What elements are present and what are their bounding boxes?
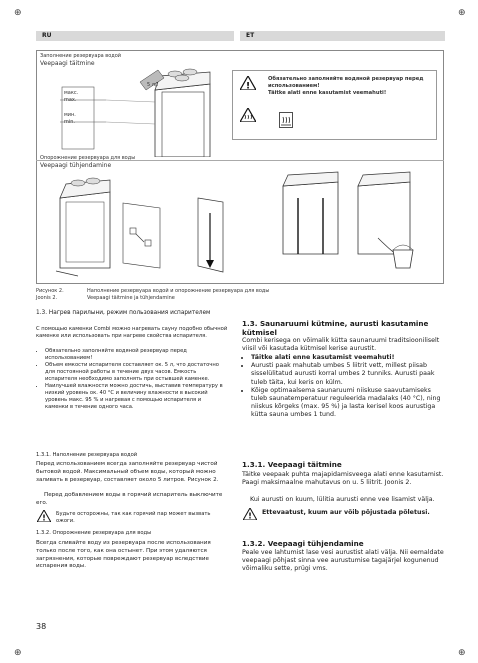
et-paragraph-1: Combi kerisega on võimalik kütta saunaruumi traditsiooniliselt viisil või kasutada kütmisel kerise aurustit.: [242, 337, 440, 353]
hot-steam-icon: [279, 112, 293, 128]
ru-paragraph-3: Перед добавлением воды в горячий испаритель выключите его.: [36, 492, 223, 506]
lang-tab-ru: [36, 31, 234, 41]
ru-paragraph-1: С помощью каменки Combi можно нагревать сауну подобно обычной каменке или использовать при нагреве свойства испарителя.: [36, 326, 228, 339]
caption-text-et: Veepaagi täitmine ja tühjendamine: [87, 295, 175, 301]
heater-drain-illustration: [48, 168, 438, 280]
volume-label: 5 л/l: [147, 82, 159, 88]
registration-mark-bottom-right: ⊕: [458, 648, 466, 658]
figure2-title-et: Veepaagi tühjendamine: [40, 162, 112, 169]
et-paragraph-4: Peale vee lahtumist lase vesi aurustist alati välja. Nii eemaldate veepaagi põhjast sinna vee aurustumise tagajärjel kogunenud võimaliku sette, prügi vms.: [242, 549, 444, 573]
ru-warning-icon: [37, 510, 51, 522]
figure1-title-et: Veepaagi täitmine: [40, 60, 95, 67]
et-paragraph-3: Kui aurusti on kuum, lülitia aurusti enne vee lisamist välja.: [250, 496, 435, 503]
ru-heading-1-3-1: 1.3.1. Наполнение резервуара водой: [36, 452, 138, 458]
figure-caption: [36, 288, 269, 302]
caption-num-et: Joonis 2.: [36, 295, 58, 301]
ru-heading-1-3-2: 1.3.2. Опорожнение резервуара для воды: [36, 530, 152, 536]
ru-bullet-2: • Объем емкости испарителя составляет ок. 5 л, что достаточно для постоянной работы в течение двух часов. Емкость испарителя необходимо заполнять при остывшей каменке.: [45, 362, 226, 383]
et-paragraph-2: Täitke veepaak puhta majapidamisveega alati enne kasutamist. Paagi maksimaalne mahutavus on u. 5 liitrit. Joonis 2.: [242, 471, 444, 487]
ru-bullet-1: • Обязательно заполняйте водяной резервуар перед использованием!: [45, 348, 226, 362]
ru-paragraph-2: Перед использованием всегда заполняйте резервуар чистой бытовой водой. Максимальный объем воды, который можно заливать в резервуар, составляет около 5 литров. Рисунок 2.: [36, 461, 219, 483]
et-bullet-2: • Aurusti paak mahutab umbes 5 liitrit vett, millest piisab sisselülitatud aurusti korral umbes 2 tunniks. Aurusti paak tuleb täita, kui keris on külm.: [251, 362, 446, 387]
figure-warning-et: Täitke alati enne kasutamist veemahuti!: [268, 90, 387, 96]
et-bullet-1: • Täitke alati enne kasutamist veemahuti!: [251, 354, 446, 362]
min-label: [64, 112, 76, 126]
registration-mark-top-right: ⊕: [458, 8, 466, 18]
et-bullet-3: • Kõige optimaalsema saunaruumi niiskuse saavutamiseks tuleb saunatemperatuur reguleerida madalaks (40 °C), ning niiskus kõrgeks (max. 95 %) ja lasta kerisel koos aurustiga kütta sauna umbes 1 tund.: [251, 387, 446, 420]
hot-surface-icon: [240, 108, 256, 122]
ru-paragraph-4: Всегда сливайте воду из резервуара после использования только после того, как она остынет. При этом удаляются загрязнения, которые повреждают резервуар вследствие испарения воды.: [36, 540, 211, 570]
max-label-ru: макс.: [64, 90, 79, 96]
figure2-title: [40, 155, 135, 169]
et-bullet-list: [242, 354, 446, 420]
min-label-et: min.: [64, 119, 76, 125]
et-warning-text: Ettevaatust, kuum aur võib põjustada põletusi.: [262, 509, 430, 516]
svg-text:!: !: [245, 81, 251, 90]
figure-warning-ru: Обязательно заполняйте водяной резервуар перед использованием!: [268, 76, 424, 89]
figure1-title-ru: Заполнение резервуара водой: [40, 53, 122, 59]
et-heading-1-3: 1.3. Saunaruumi kütmine, aurusti kasutamine kütmisel: [242, 319, 429, 337]
ru-heading-1-3: 1.3. Нагрев парилыни, режим пользования испарителем: [36, 310, 211, 316]
page-number: 38: [36, 622, 47, 631]
min-label-ru: мин.: [64, 112, 76, 118]
figure2-title-ru: Опорожнение резервуара для воды: [40, 155, 136, 161]
et-warning-icon: [243, 508, 257, 520]
ru-warning-text: Будьте осторожны, так как горячий пар может вызвать ожоги.: [56, 511, 211, 524]
et-heading-1-3-1: 1.3.1. Veepaagi täitmine: [242, 460, 342, 469]
max-label: [64, 90, 78, 104]
caption-text-ru: Наполнение резервуара водой и опорожнение резервуара для воды: [87, 288, 270, 294]
ru-bullet-list: [36, 348, 226, 411]
et-heading-1-3-2: 1.3.2. Veepaagi tühjendamine: [242, 539, 364, 548]
lang-label-ru: RU: [42, 32, 52, 39]
warning-icon: [240, 76, 256, 90]
svg-text:!: !: [42, 513, 46, 522]
registration-mark-top-left: ⊕: [14, 8, 22, 18]
lang-tab-et: [240, 31, 445, 41]
registration-mark-bottom-left: ⊕: [14, 648, 22, 658]
ru-bullet-3: • Наилучшей влажности можно достичь, выставив температуру в низкий уровень ок. 40 °C и величину влажности в высокий уровень макс. 95 % и нагревая с помощью испарителя и каменки в течение одного часа.: [45, 383, 226, 411]
caption-num-ru: Рисунок 2.: [36, 288, 64, 294]
figure-warning-text: [268, 76, 433, 97]
svg-text:!: !: [248, 511, 252, 520]
lang-label-et: ET: [246, 32, 255, 39]
max-label-et: max.: [64, 97, 77, 103]
heater-fill-illustration: [60, 62, 220, 157]
